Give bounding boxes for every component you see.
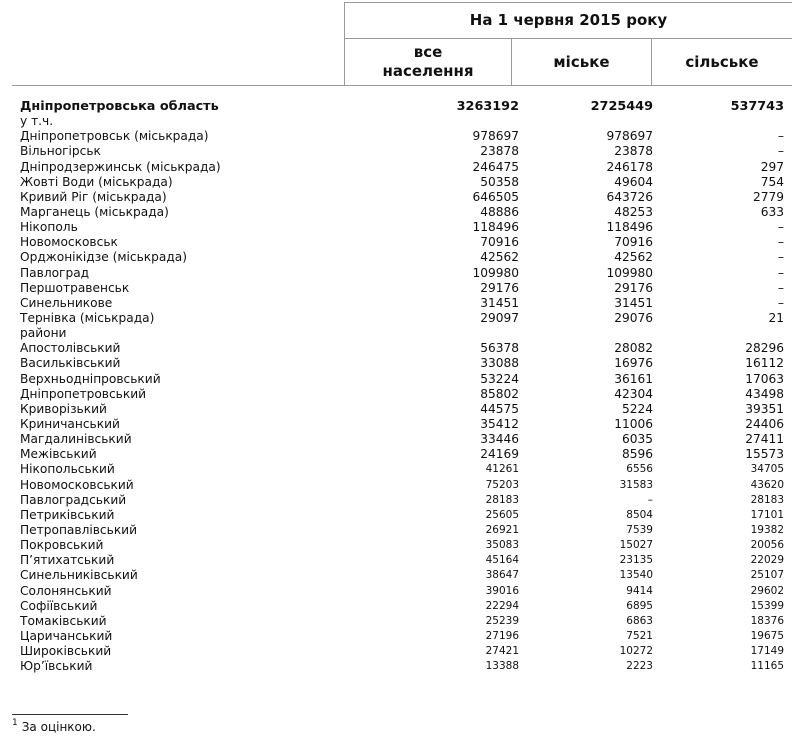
- row-name: Криничанський: [20, 416, 120, 431]
- row-total: 27196: [485, 629, 519, 642]
- row-rural: –: [777, 235, 784, 250]
- row-total: 24169: [480, 447, 519, 462]
- row-rural: 15399: [750, 599, 784, 612]
- table-rows: [20, 114, 788, 674]
- row-total: 22294: [485, 599, 519, 612]
- table-row: [20, 432, 788, 447]
- row-name: Петриківський: [20, 507, 115, 522]
- row-total: 25239: [485, 614, 519, 627]
- table-row: [20, 356, 788, 371]
- row-rural: 17149: [750, 645, 784, 658]
- row-total: 28183: [485, 493, 519, 506]
- table-row: [20, 296, 788, 311]
- row-name: Нікополь: [20, 220, 78, 235]
- row-name: Вільногірськ: [20, 144, 101, 159]
- row-total: 35083: [485, 539, 519, 552]
- row-total: 38647: [485, 569, 519, 582]
- row-total: 44575: [480, 401, 519, 416]
- row-total: 70916: [480, 235, 519, 250]
- row-total: 27421: [485, 645, 519, 658]
- row-total: 31451: [480, 295, 519, 310]
- row-rural: 19675: [750, 629, 784, 642]
- row-name: Новомосковський: [20, 477, 134, 492]
- row-urban: 643726: [606, 189, 653, 204]
- table-row: [20, 402, 788, 417]
- row-urban: 11006: [614, 416, 653, 431]
- row-total: 646505: [472, 189, 519, 204]
- table-row: [20, 629, 788, 644]
- row-rural: 2779: [752, 189, 784, 204]
- table-row: [20, 341, 788, 356]
- table-row: [20, 235, 788, 250]
- row-total: 25605: [485, 508, 519, 521]
- row-rural: 17101: [750, 508, 784, 521]
- row-urban: 7539: [626, 523, 653, 536]
- row-total: 29097: [480, 310, 519, 325]
- row-name: П’ятихатський: [20, 553, 115, 568]
- table-row: [20, 523, 788, 538]
- row-total: 56378: [480, 341, 519, 356]
- table-row: [20, 387, 788, 402]
- row-name: Царичанський: [20, 628, 113, 643]
- row-urban: 29076: [614, 310, 653, 325]
- row-name: Широківський: [20, 644, 112, 659]
- row-rural: 27411: [745, 432, 784, 447]
- row-urban: 6556: [626, 463, 653, 476]
- row-total: 26921: [485, 523, 519, 536]
- table-row: [20, 599, 788, 614]
- row-urban: 15027: [619, 539, 653, 552]
- row-rural: 11165: [750, 660, 784, 673]
- row-urban: –: [647, 493, 653, 506]
- header-bottom-border: [12, 85, 792, 86]
- region-urban: 2725449: [590, 99, 653, 114]
- row-urban: 23878: [614, 144, 653, 159]
- table-row: [20, 478, 788, 493]
- region-rural: 537743: [730, 99, 784, 114]
- row-urban: 246178: [606, 159, 653, 174]
- row-total: 109980: [472, 265, 519, 280]
- row-total: 53224: [480, 371, 519, 386]
- row-total: 42562: [480, 250, 519, 265]
- row-urban: 28082: [614, 341, 653, 356]
- row-rural: 39351: [745, 401, 784, 416]
- table-row: [20, 190, 788, 205]
- row-urban: 13540: [619, 569, 653, 582]
- row-rural: –: [777, 250, 784, 265]
- row-name: Магдалинівський: [20, 432, 132, 447]
- table-row: [20, 326, 788, 341]
- row-rural: –: [777, 280, 784, 295]
- row-urban: 7521: [626, 629, 653, 642]
- row-rural: 20056: [750, 539, 784, 552]
- population-table: [20, 99, 788, 674]
- table-row: [20, 644, 788, 659]
- table-row: [20, 493, 788, 508]
- row-name: Криворізький: [20, 401, 107, 416]
- row-total: 75203: [485, 478, 519, 491]
- row-urban: 109980: [606, 265, 653, 280]
- row-total: 48886: [480, 204, 519, 219]
- row-rural: 19382: [750, 523, 784, 536]
- row-name: Дніпропетровський: [20, 386, 147, 401]
- row-rural: 18376: [750, 614, 784, 627]
- row-name: райони: [20, 326, 67, 341]
- table-row: [20, 250, 788, 265]
- row-name: Юр’ївський: [20, 659, 93, 674]
- row-name: Тернівка (міськрада): [20, 310, 155, 325]
- table-row: [20, 175, 788, 190]
- table-row: [20, 311, 788, 326]
- footnote-marker: 1: [12, 718, 18, 728]
- row-name: Павлоградський: [20, 492, 127, 507]
- row-urban: 70916: [614, 235, 653, 250]
- row-total: 33446: [480, 432, 519, 447]
- row-name: Петропавлівський: [20, 522, 138, 537]
- row-urban: 5224: [621, 401, 653, 416]
- row-rural: 633: [760, 204, 784, 219]
- row-rural: –: [777, 129, 784, 144]
- table-row: [20, 462, 788, 477]
- row-rural: 29602: [750, 584, 784, 597]
- row-rural: –: [777, 220, 784, 235]
- row-urban: 6035: [621, 432, 653, 447]
- row-rural: 28183: [750, 493, 784, 506]
- footnote-divider: [12, 714, 128, 715]
- row-name: Васильківський: [20, 356, 121, 371]
- table-row: [20, 220, 788, 235]
- row-name: Павлоград: [20, 265, 90, 280]
- footnote: [12, 718, 96, 734]
- row-urban: 8596: [621, 447, 653, 462]
- row-urban: 49604: [614, 174, 653, 189]
- row-rural: 22029: [750, 554, 784, 567]
- table-row: [20, 160, 788, 175]
- row-urban: 6895: [626, 599, 653, 612]
- region-total: 3263192: [456, 99, 519, 114]
- table-row: [20, 659, 788, 674]
- row-name: Марганець (міськрада): [20, 204, 169, 219]
- row-total: 29176: [480, 280, 519, 295]
- row-urban: 31451: [614, 295, 653, 310]
- row-name: Дніпродзержинськ (міськрада): [20, 159, 221, 174]
- row-name: Орджонікідзе (міськрада): [20, 250, 188, 265]
- row-name: Синельникове: [20, 295, 113, 310]
- row-name: Солонянський: [20, 583, 112, 598]
- row-total: 978697: [472, 129, 519, 144]
- row-urban: 9414: [626, 584, 653, 597]
- row-urban: 10272: [619, 645, 653, 658]
- table-row: [20, 417, 788, 432]
- header-col-total: все населення: [382, 43, 474, 80]
- row-rural: –: [777, 265, 784, 280]
- row-urban: 6863: [626, 614, 653, 627]
- row-urban: 8504: [626, 508, 653, 521]
- table-row: [20, 114, 788, 129]
- row-total: 246475: [472, 159, 519, 174]
- row-rural: –: [777, 144, 784, 159]
- row-name: Апостолівський: [20, 341, 121, 356]
- row-rural: 754: [760, 174, 784, 189]
- row-name: Межівський: [20, 447, 97, 462]
- row-urban: 42304: [614, 386, 653, 401]
- row-name: Покровський: [20, 538, 104, 553]
- table-row: [20, 129, 788, 144]
- row-urban: 23135: [619, 554, 653, 567]
- table-row: [20, 205, 788, 220]
- row-name: у т.ч.: [20, 114, 54, 129]
- table-row: [20, 584, 788, 599]
- row-rural: –: [777, 295, 784, 310]
- row-name: Верхньодніпровський: [20, 371, 161, 386]
- table-row: [20, 144, 788, 159]
- row-total: 85802: [480, 386, 519, 401]
- row-urban: 978697: [606, 129, 653, 144]
- row-total: 33088: [480, 356, 519, 371]
- row-urban: 2223: [626, 660, 653, 673]
- region-name: Дніпропетровська область: [20, 99, 219, 114]
- row-total: 39016: [485, 584, 519, 597]
- table-row: [20, 538, 788, 553]
- row-name: Нікопольський: [20, 462, 115, 477]
- row-rural: 43620: [750, 478, 784, 491]
- row-rural: 25107: [750, 569, 784, 582]
- table-row: [20, 553, 788, 568]
- header-date-title: На 1 червня 2015 року: [469, 11, 668, 29]
- row-total: 45164: [485, 554, 519, 567]
- table-row: [20, 568, 788, 583]
- row-name: Томаківський: [20, 613, 107, 628]
- row-total: 118496: [472, 220, 519, 235]
- row-rural: 15573: [745, 447, 784, 462]
- table-row: [20, 372, 788, 387]
- row-total: 23878: [480, 144, 519, 159]
- row-name: Синельниківський: [20, 568, 138, 583]
- header-top-border: [344, 2, 792, 3]
- table-row: [20, 614, 788, 629]
- row-urban: 42562: [614, 250, 653, 265]
- row-name: Кривий Ріг (міськрада): [20, 189, 167, 204]
- row-rural: 17063: [745, 371, 784, 386]
- row-urban: 29176: [614, 280, 653, 295]
- row-urban: 16976: [614, 356, 653, 371]
- row-total: 41261: [485, 463, 519, 476]
- table-row: [20, 447, 788, 462]
- row-name: Новомосковськ: [20, 235, 118, 250]
- header-col-urban: міське: [553, 53, 610, 71]
- table-row: [20, 508, 788, 523]
- row-rural: 24406: [745, 416, 784, 431]
- row-urban: 48253: [614, 204, 653, 219]
- row-rural: 43498: [745, 386, 784, 401]
- row-name: Софіївський: [20, 598, 98, 613]
- header-col-rural: сільське: [685, 53, 759, 71]
- table-row: [20, 266, 788, 281]
- row-rural: 28296: [745, 341, 784, 356]
- row-urban: 36161: [614, 371, 653, 386]
- row-urban: 31583: [619, 478, 653, 491]
- row-name: Дніпропетровськ (міськрада): [20, 129, 209, 144]
- footnote-text: За оцінкою.: [21, 720, 96, 734]
- row-name: Першотравенськ: [20, 280, 130, 295]
- row-urban: 118496: [606, 220, 653, 235]
- row-total: 13388: [485, 660, 519, 673]
- row-rural: 16112: [745, 356, 784, 371]
- row-rural: 21: [768, 310, 784, 325]
- table-row-region: [20, 99, 788, 114]
- row-rural: 297: [760, 159, 784, 174]
- row-name: Жовті Води (міськрада): [20, 174, 173, 189]
- row-total: 50358: [480, 174, 519, 189]
- row-total: 35412: [480, 416, 519, 431]
- table-row: [20, 281, 788, 296]
- header-middle-border: [344, 38, 792, 39]
- row-rural: 34705: [750, 463, 784, 476]
